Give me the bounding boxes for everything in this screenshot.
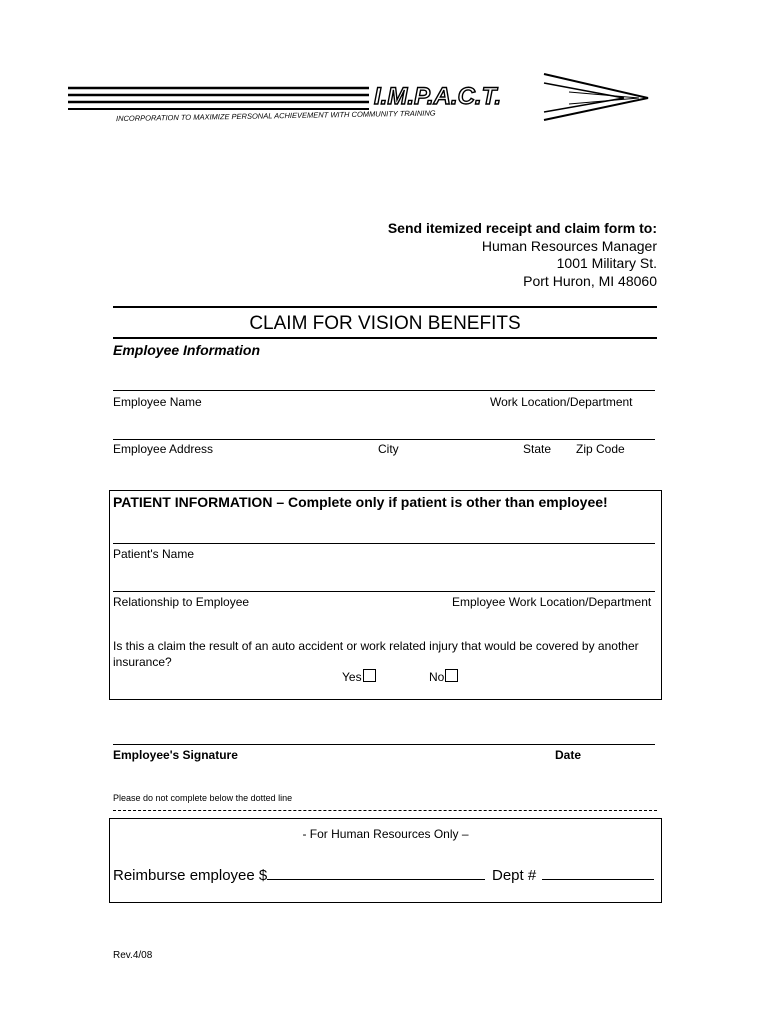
send-to-street: 1001 Military St. [556,255,657,271]
reimburse-amount-field[interactable] [267,865,485,880]
dotted-divider [113,810,657,811]
dotted-line-notice: Please do not complete below the dotted line [113,793,293,803]
employee-address-line[interactable] [113,439,655,440]
send-to-heading: Send itemized receipt and claim form to: [387,220,657,236]
dept-label: Dept # [492,867,537,884]
form-title: CLAIM FOR VISION BENEFITS [249,313,521,334]
title-top-rule [113,306,657,308]
patient-info-heading: PATIENT INFORMATION – Complete only if patient is other than employee! [113,494,608,510]
send-to-city: Port Huron, MI 48060 [523,272,657,289]
send-to-recipient: Human Resources Manager [481,237,657,254]
reimburse-row [113,865,485,884]
logo-wordmark: I.M.P.A.C.T. [374,83,502,110]
work-location-label: Work Location/Department [490,395,633,409]
hr-only-heading: - For Human Resources Only – [302,827,469,841]
no-checkbox[interactable] [445,669,458,682]
patient-name-line[interactable] [113,543,655,544]
employee-name-label: Employee Name [113,395,202,409]
employee-work-location-label: Employee Work Location/Department [452,595,652,609]
date-label: Date [555,748,582,762]
yes-label: Yes [342,670,362,684]
patient-name-label: Patient's Name [113,547,194,561]
city-label: City [378,442,399,456]
yes-option[interactable] [342,669,376,684]
zip-label: Zip Code [576,442,625,456]
relationship-label: Relationship to Employee [113,595,250,609]
yes-checkbox[interactable] [363,669,376,682]
accident-question: Is this a claim the result of an auto accident or work related injury that would be covered by another insurance? [113,639,639,669]
logo-tagline: INCORPORATION TO MAXIMIZE PERSONAL ACHIEVEMENT WITH COMMUNITY TRAINING [116,108,436,124]
employee-info-heading: Employee Information [113,342,261,358]
relationship-line[interactable] [113,591,655,592]
send-to-block [388,220,657,290]
reimburse-label: Reimburse employee $ [113,867,268,884]
revision-label: Rev.4/08 [113,950,153,961]
dept-number-field[interactable] [542,865,654,880]
employee-name-line[interactable] [113,390,655,391]
signature-line[interactable] [113,744,655,745]
impact-logo-graphic [64,68,654,128]
state-label: State [523,442,552,456]
title-bottom-rule [113,337,657,339]
employee-address-label: Employee Address [113,442,214,456]
no-label: No [429,670,445,684]
no-option[interactable] [429,669,458,684]
dept-row [492,865,654,884]
signature-label: Employee's Signature [113,748,238,762]
